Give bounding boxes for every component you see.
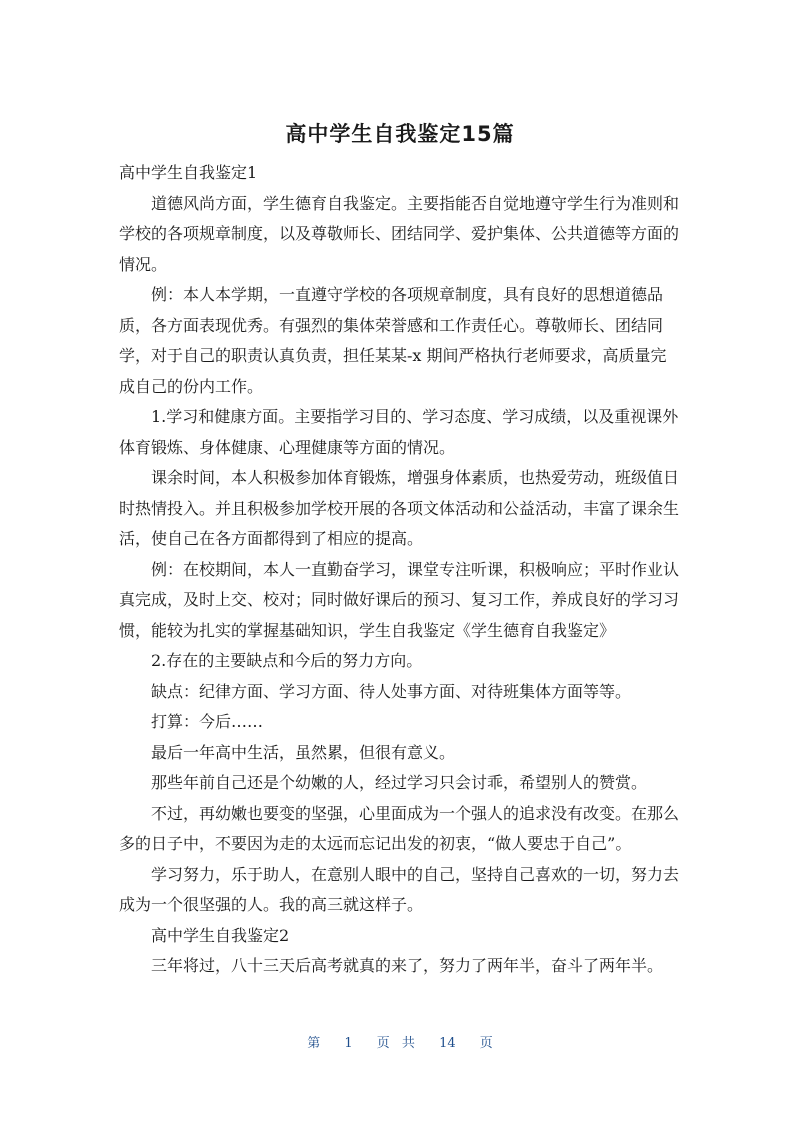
footer-middle: 页 共 — [376, 1036, 415, 1051]
footer-total-pages: 14 — [439, 1036, 456, 1051]
paragraph: 例：本人本学期，一直遵守学校的各项规章制度，具有良好的思想道德品质，各方面表现优秀。有强烈的集体荣誉感和工作责任心。尊敬师长、团结同学，对于自己的职责认真负责，担任某某-x 期间严格执行老师要求，高质量完成自己的份内工作。 — [119, 285, 667, 396]
footer-suffix: 页 — [479, 1036, 493, 1051]
paragraph: 道德风尚方面，学生德育自我鉴定。主要指能否自觉地遵守学生行为准则和学校的各项规章制度，以及尊敬师长、团结同学、爱护集体、公共道德等方面的情况。 — [119, 193, 680, 274]
paragraph: 课余时间，本人积极参加体育锻炼，增强身体素质，也热爱劳动，班级值日时热情投入。并且积极参加学校开展的各项文体活动和公益活动，丰富了课余生活，使自己在各方面都得到了相应的提高。 — [119, 468, 680, 548]
document-body — [119, 158, 679, 982]
section-heading: 高中学生自我鉴定2 — [151, 925, 290, 945]
footer-prefix: 第 — [307, 1036, 321, 1051]
paragraph: 最后一年高中生活，虽然累，但很有意义。 — [151, 742, 456, 762]
footer-page-number: 1 — [344, 1036, 353, 1051]
paragraph: 不过，再幼嫩也要变的坚强，心里面成为一个强人的追求没有改变。在那么多的日子中，不要因为走的太远而忘记出发的初衷，“做人要忠于自己”。 — [119, 803, 680, 853]
paragraph: 2.存在的主要缺点和今后的努力方向。 — [151, 651, 423, 670]
page-footer — [0, 1032, 800, 1051]
paragraph: 例：在校期间，本人一直勤奋学习，课堂专注听课，积极响应；平时作业认真完成，及时上交、校对；同时做好课后的预习、复习工作，养成良好的学习习惯，能较为扎实的掌握基础知识，学生自我鉴定《学生德育自我鉴定》 — [119, 559, 680, 640]
paragraph: 那些年前自己还是个幼嫩的人，经过学习只会讨乖，希望别人的赞赏。 — [151, 773, 648, 792]
paragraph: 1.学习和健康方面。主要指学习目的、学习态度、学习成绩，以及重视课外体育锻炼、身体健康、心理健康等方面的情况。 — [119, 407, 679, 457]
paragraph: 缺点：纪律方面、学习方面、待人处事方面、对待班集体方面等等。 — [151, 681, 632, 701]
page-title: 高中学生自我鉴定15篇 — [285, 122, 515, 146]
paragraph: 打算：今后…… — [151, 712, 264, 731]
paragraph: 学习努力，乐于助人，在意别人眼中的自己，坚持自己喜欢的一切，努力去成为一个很坚强的人。我的高三就这样子。 — [119, 864, 680, 914]
section-heading: 高中学生自我鉴定1 — [119, 163, 258, 182]
paragraph: 三年将过，八十三天后高考就真的来了，努力了两年半，奋斗了两年半。 — [151, 956, 664, 975]
